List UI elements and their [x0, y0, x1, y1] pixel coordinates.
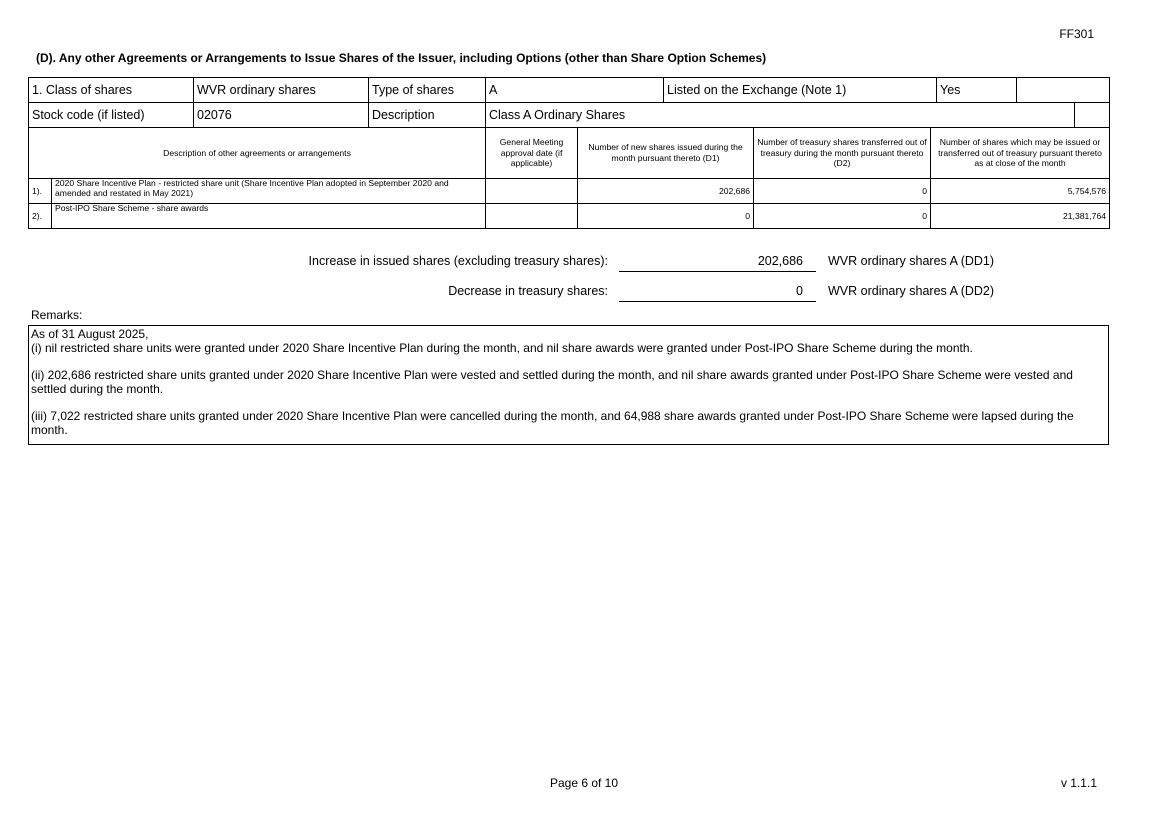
version-label: v 1.1.1: [1060, 776, 1097, 790]
remarks-line: (ii) 202,686 restricted share units granted under 2020 Share Incentive Plan were vested and settled during the month, and nil share awards granted under Post-IPO Share Scheme were vested and settled during the month.: [31, 368, 1073, 396]
class-of-shares-value: WVR ordinary shares: [194, 78, 369, 103]
arrangements-table: [28, 127, 1110, 229]
row-approval-date: [486, 204, 578, 229]
increase-label: Increase in issued shares (excluding treasury shares):: [308, 254, 608, 268]
listed-label: Listed on the Exchange (Note 1): [664, 78, 937, 103]
type-of-shares-value: A: [486, 78, 664, 103]
listed-extra-cell: [1017, 78, 1110, 103]
stock-code-value: 02076: [194, 103, 369, 128]
row-approval-date: [486, 179, 578, 204]
decrease-unit: WVR ordinary shares A (DD2): [828, 284, 995, 298]
type-of-shares-label: Type of shares: [369, 78, 486, 103]
remarks-line: (iii) 7,022 restricted share units granted under 2020 Share Incentive Plan were cancelled during the month, and 64,988 share awards granted under Post-IPO Share Scheme were lapsed during the month.: [31, 409, 1074, 437]
row-d2: 0: [754, 179, 931, 204]
row-close: 5,754,576: [931, 179, 1110, 204]
header-close: Number of shares which may be issued or transferred out of treasury pursuant thereto as at close of the month: [931, 128, 1110, 179]
remarks-line: As of 31 August 2025,: [31, 327, 149, 341]
description-extra-cell: [1075, 103, 1110, 128]
remarks-box: [28, 325, 1109, 445]
class-of-shares-label: 1. Class of shares: [29, 78, 194, 103]
stock-code-row: [29, 103, 1110, 128]
row-close: 21,381,764: [931, 204, 1110, 229]
share-class-table: [28, 77, 1110, 128]
table-header-row: [29, 128, 1110, 179]
listed-value: Yes: [937, 78, 1017, 103]
decrease-label: Decrease in treasury shares:: [448, 284, 608, 298]
remarks-label: Remarks:: [31, 308, 83, 322]
row-description: Post-IPO Share Scheme - share awards: [52, 204, 486, 229]
row-description: 2020 Share Incentive Plan - restricted share unit (Share Incentive Plan adopted in September 2020 and amended and restated in May 2021): [52, 179, 486, 204]
header-d2: Number of treasury shares transferred out of treasury during the month pursuant thereto (D2): [754, 128, 931, 179]
table-row: [29, 204, 1110, 229]
table-row: [29, 179, 1110, 204]
increase-unit: WVR ordinary shares A (DD1): [828, 254, 995, 268]
row-index: 1).: [29, 179, 52, 204]
form-code: FF301: [1059, 27, 1094, 41]
description-value: Class A Ordinary Shares: [486, 103, 1075, 128]
header-d1: Number of new shares issued during the month pursuant thereto (D1): [578, 128, 754, 179]
description-label: Description: [369, 103, 486, 128]
stock-code-label: Stock code (if listed): [29, 103, 194, 128]
section-title: (D). Any other Agreements or Arrangements to Issue Shares of the Issuer, including Options (other than Share Option Schemes): [36, 51, 767, 65]
remarks-line: (i) nil restricted share units were granted under 2020 Share Incentive Plan during the month, and nil share awards were granted under Post-IPO Share Scheme during the month.: [31, 341, 973, 355]
increase-value: 202,686: [619, 254, 816, 272]
header-approval-date: General Meeting approval date (if applicable): [486, 128, 578, 179]
class-row: [29, 78, 1110, 103]
row-d1: 0: [578, 204, 754, 229]
row-index: 2).: [29, 204, 52, 229]
header-description: Description of other agreements or arrangements: [29, 128, 486, 179]
decrease-value: 0: [619, 284, 816, 302]
row-d1: 202,686: [578, 179, 754, 204]
row-d2: 0: [754, 204, 931, 229]
page-number: Page 6 of 10: [549, 776, 619, 790]
